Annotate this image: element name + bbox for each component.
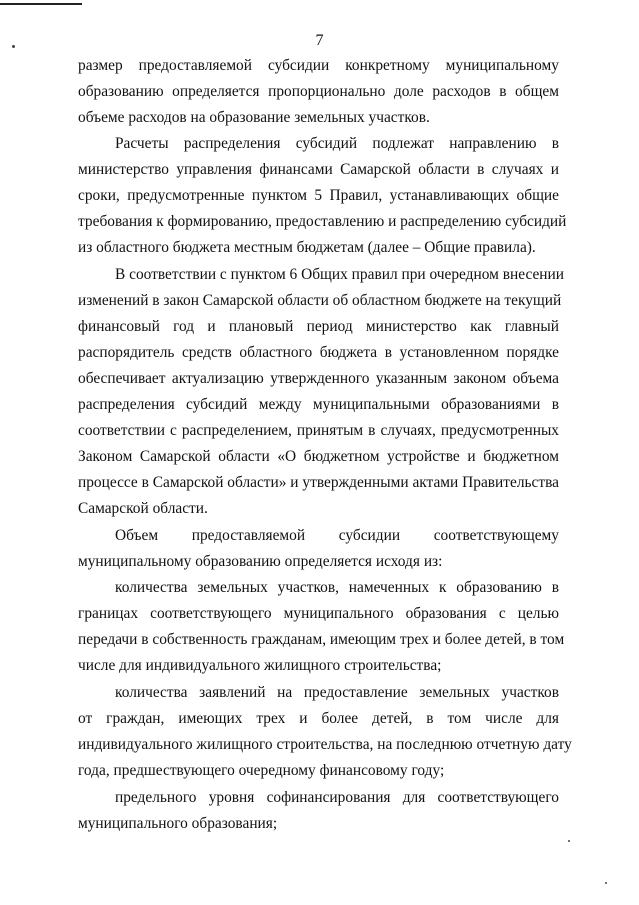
- text-line: муниципального образования;: [78, 815, 278, 832]
- text-line: индивидуального жилищного строительства, на последнюю отчетную дату: [78, 736, 572, 753]
- text-line: муниципальному образованию определяется исходя из:: [78, 553, 443, 570]
- text-line: требования к формированию, предоставлению и распределению субсидий: [78, 213, 567, 230]
- scan-corner-mark: [0, 3, 82, 5]
- scan-speck: [568, 840, 570, 842]
- text-line: размер предоставляемой субсидии конкретному муниципальному: [78, 57, 559, 74]
- text-line: министерство управления финансами Самарской области в случаях и: [78, 161, 559, 178]
- page-number: 7: [315, 32, 324, 49]
- text-line: распределения субсидий между муниципальными образованиями в: [78, 396, 559, 413]
- text-line: объеме расходов на образование земельных участков.: [78, 109, 430, 126]
- text-line: Законом Самарской области «О бюджетном устройстве и бюджетном: [78, 448, 559, 465]
- text-line: количества заявлений на предоставление земельных участков: [115, 684, 559, 701]
- scan-speck: [605, 882, 607, 884]
- text-line: распорядитель средств областного бюджета в установленном порядке: [78, 344, 559, 361]
- text-line: Самарской области.: [78, 500, 208, 517]
- text-line: финансовый год и плановый период министерство как главный: [78, 318, 559, 335]
- text-line: числе для индивидуального жилищного строительства;: [78, 657, 442, 674]
- text-line: Объем предоставляемой субсидии соответствующему: [115, 527, 559, 544]
- text-line: обеспечивает актуализацию утвержденного указанным законом объема: [78, 370, 559, 387]
- text-line: образованию определяется пропорционально доле расходов в общем: [78, 83, 559, 100]
- text-line: процессе в Самарской области» и утвержденными актами Правительства: [78, 474, 559, 491]
- text-line: от граждан, имеющих трех и более детей, в том числе для: [78, 710, 559, 727]
- text-line: из областного бюджета местным бюджетам (далее – Общие правила).: [78, 239, 536, 256]
- text-line: изменений в закон Самарской области об областном бюджете на текущий: [78, 292, 562, 309]
- text-line: сроки, предусмотренные пунктом 5 Правил, устанавливающих общие: [78, 187, 559, 204]
- text-line: года, предшествующего очередному финансовому году;: [78, 762, 445, 779]
- text-line: передачи в собственность гражданам, имеющим трех и более детей, в том: [78, 631, 565, 648]
- text-line: предельного уровня софинансирования для соответствующего: [115, 789, 559, 806]
- text-line: границах соответствующего муниципального образования с целью: [78, 605, 559, 622]
- text-line: соответствии с распределением, принятым в случаях, предусмотренных: [78, 422, 559, 439]
- text-line: количества земельных участков, намеченных к образованию в: [115, 579, 559, 596]
- text-line: В соответствии с пунктом 6 Общих правил при очередном внесении: [115, 266, 565, 283]
- text-line: Расчеты распределения субсидий подлежат направлению в: [115, 135, 559, 152]
